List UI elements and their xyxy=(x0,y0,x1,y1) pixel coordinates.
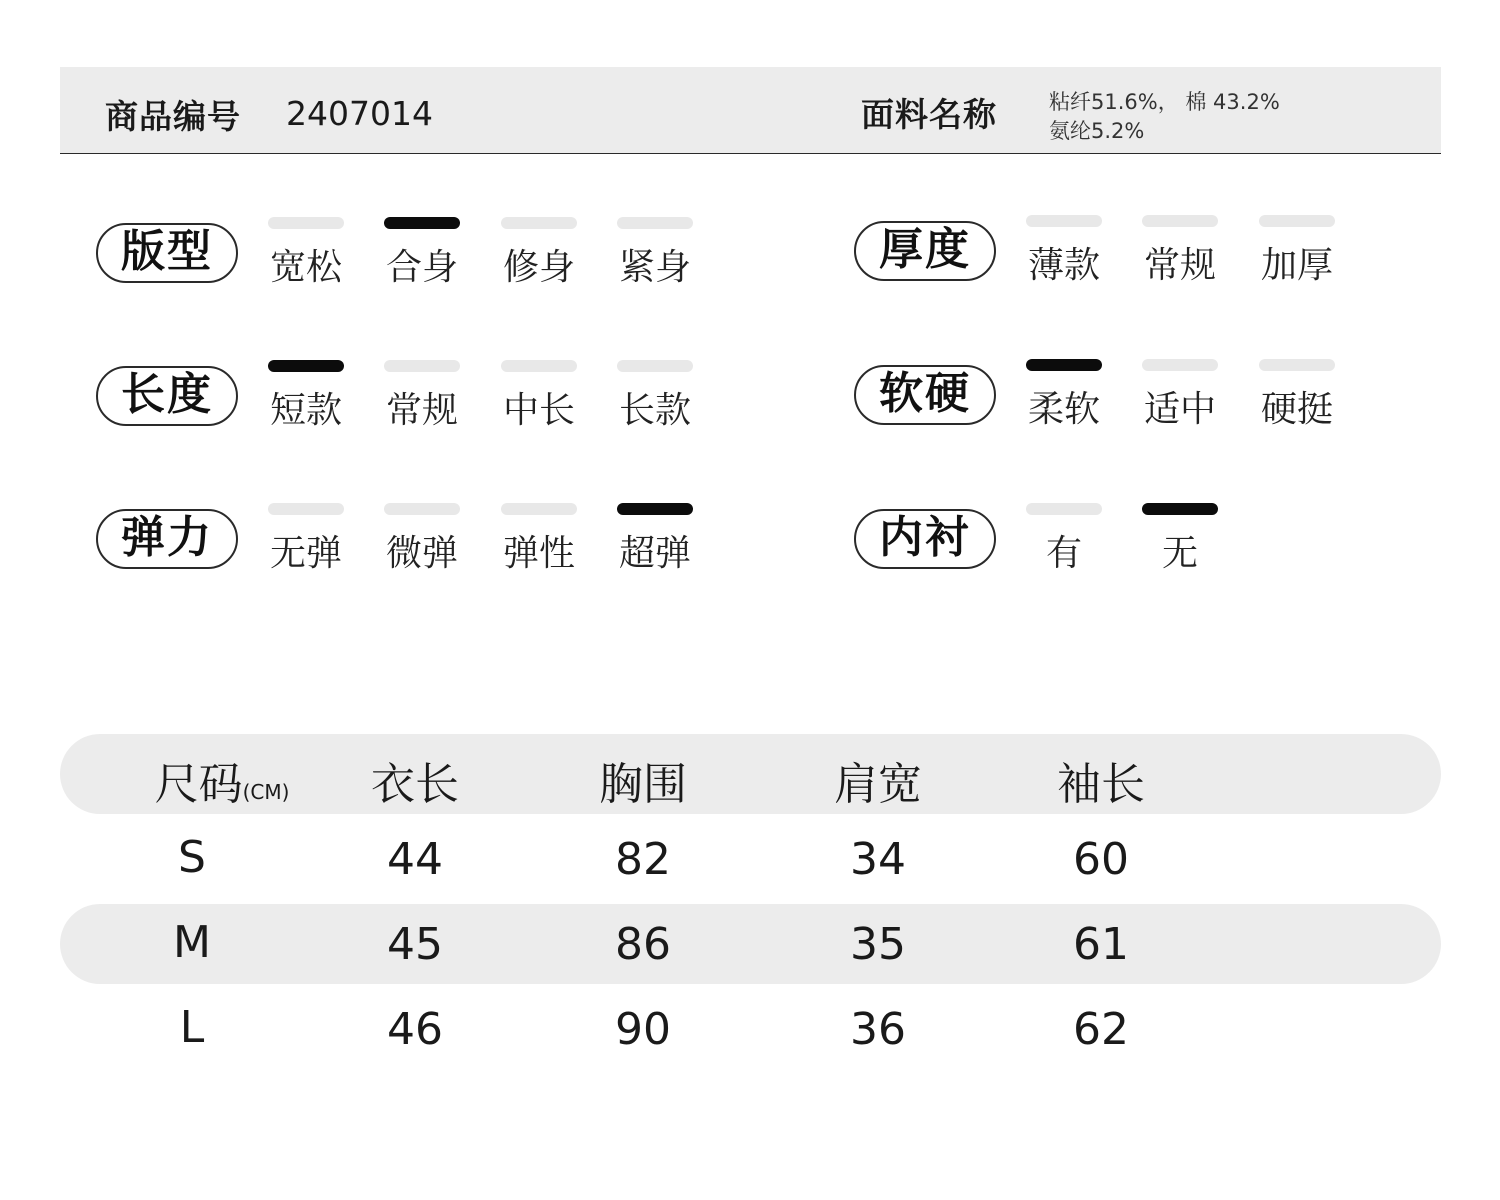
size-cell: S xyxy=(178,832,206,883)
option-label: 中长 xyxy=(502,390,575,431)
option-label: 常规 xyxy=(385,390,458,431)
option-label: 加厚 xyxy=(1260,245,1333,286)
measurement-cell: 82 xyxy=(615,834,671,885)
option-label: 紧身 xyxy=(618,247,691,288)
attribute-name-pill: 长度 xyxy=(96,366,238,426)
indicator-bar xyxy=(1142,359,1218,371)
table-header-cell: 肩宽 xyxy=(834,759,922,810)
header-unit: (CM) xyxy=(242,780,290,804)
option-label: 常规 xyxy=(1143,245,1216,286)
indicator-bar xyxy=(1026,215,1102,227)
measurement-cell: 35 xyxy=(850,919,906,970)
measurement-cell: 45 xyxy=(387,919,443,970)
attribute-option xyxy=(268,217,344,290)
indicator-bar xyxy=(501,217,577,229)
indicator-bar xyxy=(501,360,577,372)
attribute-option xyxy=(501,360,577,433)
selected-indicator-bar xyxy=(617,503,693,515)
option-label: 无弹 xyxy=(269,533,342,574)
option-label: 硬挺 xyxy=(1260,389,1333,430)
sku-value: 2407014 xyxy=(286,94,433,133)
option-label: 微弹 xyxy=(385,533,458,574)
attribute-option xyxy=(617,360,693,433)
option-label: 宽松 xyxy=(269,247,342,288)
indicator-bar xyxy=(1259,359,1335,371)
measurement-cell: 86 xyxy=(615,919,671,970)
attribute-option xyxy=(1026,359,1102,432)
size-cell: M xyxy=(173,917,211,968)
attribute-option xyxy=(617,217,693,290)
indicator-bar xyxy=(268,217,344,229)
attribute-option xyxy=(1142,359,1218,432)
attribute-name-pill: 厚度 xyxy=(854,221,996,281)
option-label: 短款 xyxy=(269,390,342,431)
attribute-option xyxy=(501,503,577,576)
table-header-cell: 胸围 xyxy=(599,759,687,810)
option-label: 无 xyxy=(1161,533,1198,574)
indicator-bar xyxy=(501,503,577,515)
attribute-name-pill: 弹力 xyxy=(96,509,238,569)
option-label: 长款 xyxy=(618,390,691,431)
attribute-option xyxy=(1259,215,1335,288)
attribute-option xyxy=(617,503,693,576)
measurement-cell: 44 xyxy=(387,834,443,885)
fabric-label: 面料名称 xyxy=(861,95,997,134)
size-cell: L xyxy=(179,1002,205,1053)
selected-indicator-bar xyxy=(268,360,344,372)
product-info-header xyxy=(60,67,1441,154)
option-label: 合身 xyxy=(385,247,458,288)
measurement-cell: 90 xyxy=(615,1004,671,1055)
attribute-name-pill: 版型 xyxy=(96,223,238,283)
measurement-cell: 34 xyxy=(850,834,906,885)
indicator-bar xyxy=(268,503,344,515)
table-row-band xyxy=(60,904,1441,984)
header-size xyxy=(155,748,290,812)
sku-label: 商品编号 xyxy=(105,97,241,136)
attribute-name-pill: 内衬 xyxy=(854,509,996,569)
attribute-option xyxy=(268,360,344,433)
option-label: 薄款 xyxy=(1027,245,1100,286)
option-label: 柔软 xyxy=(1027,389,1100,430)
option-label: 修身 xyxy=(502,247,575,288)
indicator-bar xyxy=(1026,503,1102,515)
indicator-bar xyxy=(617,360,693,372)
attribute-option xyxy=(384,217,460,290)
fabric-composition xyxy=(1049,88,1280,146)
attribute-option xyxy=(1142,503,1218,576)
header-size-label: 尺码 xyxy=(154,759,243,810)
indicator-bar xyxy=(617,217,693,229)
indicator-bar xyxy=(384,360,460,372)
attribute-option xyxy=(1026,215,1102,288)
attribute-option xyxy=(1142,215,1218,288)
indicator-bar xyxy=(1142,215,1218,227)
table-header-cell: 袖长 xyxy=(1057,759,1145,810)
selected-indicator-bar xyxy=(384,217,460,229)
fabric-line-1: 粘纤51.6%， 棉 43.2% xyxy=(1049,90,1280,114)
indicator-bar xyxy=(384,503,460,515)
attribute-option xyxy=(268,503,344,576)
option-label: 有 xyxy=(1045,533,1082,574)
measurement-cell: 46 xyxy=(387,1004,443,1055)
measurement-cell: 60 xyxy=(1073,834,1129,885)
attribute-name-pill: 软硬 xyxy=(854,365,996,425)
measurement-cell: 36 xyxy=(850,1004,906,1055)
attribute-option xyxy=(384,360,460,433)
option-label: 适中 xyxy=(1143,389,1216,430)
selected-indicator-bar xyxy=(1142,503,1218,515)
attribute-option xyxy=(1259,359,1335,432)
attribute-option xyxy=(1026,503,1102,576)
option-label: 弹性 xyxy=(502,533,575,574)
fabric-line-2: 氨纶5.2% xyxy=(1049,119,1145,143)
indicator-bar xyxy=(1259,215,1335,227)
table-header-cell: 衣长 xyxy=(371,759,459,810)
measurement-cell: 61 xyxy=(1073,919,1129,970)
attribute-option xyxy=(384,503,460,576)
option-label: 超弹 xyxy=(618,533,691,574)
selected-indicator-bar xyxy=(1026,359,1102,371)
measurement-cell: 62 xyxy=(1073,1004,1129,1055)
attribute-option xyxy=(501,217,577,290)
